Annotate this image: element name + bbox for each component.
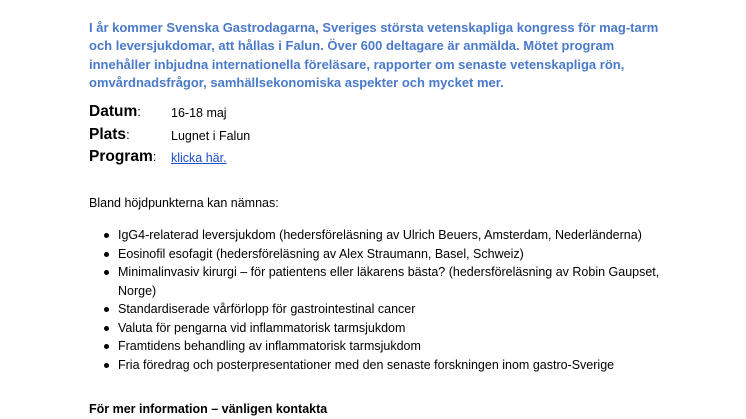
bullet-icon bbox=[104, 233, 109, 238]
highlight-item bbox=[89, 356, 689, 375]
contact-heading: För mer information – vänligen kontakta bbox=[89, 402, 328, 416]
date-label: Datum: bbox=[89, 103, 141, 120]
program-link[interactable]: klicka här. bbox=[171, 151, 227, 165]
bullet-icon bbox=[104, 252, 109, 257]
highlight-text: Valuta för pengarna vid inflammatorisk tarmsjukdom bbox=[118, 320, 406, 335]
bullet-icon bbox=[104, 270, 109, 275]
highlight-text: Framtidens behandling av inflammatorisk tarmsjukdom bbox=[118, 339, 421, 353]
highlight-item bbox=[89, 337, 689, 356]
highlights-list bbox=[89, 226, 689, 374]
program-label: Program: bbox=[89, 148, 157, 165]
date-value: 16-18 maj bbox=[171, 106, 227, 120]
place-label: Plats: bbox=[89, 126, 130, 143]
highlight-item bbox=[89, 263, 689, 300]
highlight-text: Minimalinvasiv kirurgi – för patientens eller läkarens bästa? (hedersföreläsning av Robin Gaupset, Norge) bbox=[118, 265, 660, 298]
highlight-text: Standardiserade vårförlopp för gastrointestinal cancer bbox=[118, 302, 416, 316]
highlight-text: IgG4-relaterad leversjukdom (hedersföreläsning av Ulrich Beuers, Amsterdam, Nederländerna) bbox=[118, 228, 642, 242]
highlight-item bbox=[89, 319, 689, 338]
intro-paragraph: I år kommer Svenska Gastrodagarna, Sveriges största vetenskapliga kongress för mag-tarm och leversjukdomar, att hållas i Falun. Över 600 deltagare är anmälda. Mötet program innehåller inbjudna internationella föreläsare, rapporter om senaste vetenskapliga rön, omvårdnadsfrågor, samhällsekonomiska aspekter och mycket mer. bbox=[89, 20, 659, 90]
bullet-icon bbox=[104, 344, 109, 349]
bullet-icon bbox=[104, 363, 109, 368]
highlight-item bbox=[89, 300, 689, 319]
highlight-text: Eosinofil esofagit (hedersföreläsning av Alex Straumann, Basel, Schweiz) bbox=[118, 246, 524, 261]
bullet-icon bbox=[104, 307, 109, 312]
highlight-item bbox=[89, 245, 689, 264]
highlights-intro: Bland höjdpunkterna kan nämnas: bbox=[89, 196, 279, 210]
highlight-item bbox=[89, 226, 689, 245]
highlight-text: Fria föredrag och posterpresentationer med den senaste forskningen inom gastro-Sverige bbox=[118, 357, 615, 372]
place-value: Lugnet i Falun bbox=[171, 129, 251, 143]
bullet-icon bbox=[104, 326, 109, 331]
